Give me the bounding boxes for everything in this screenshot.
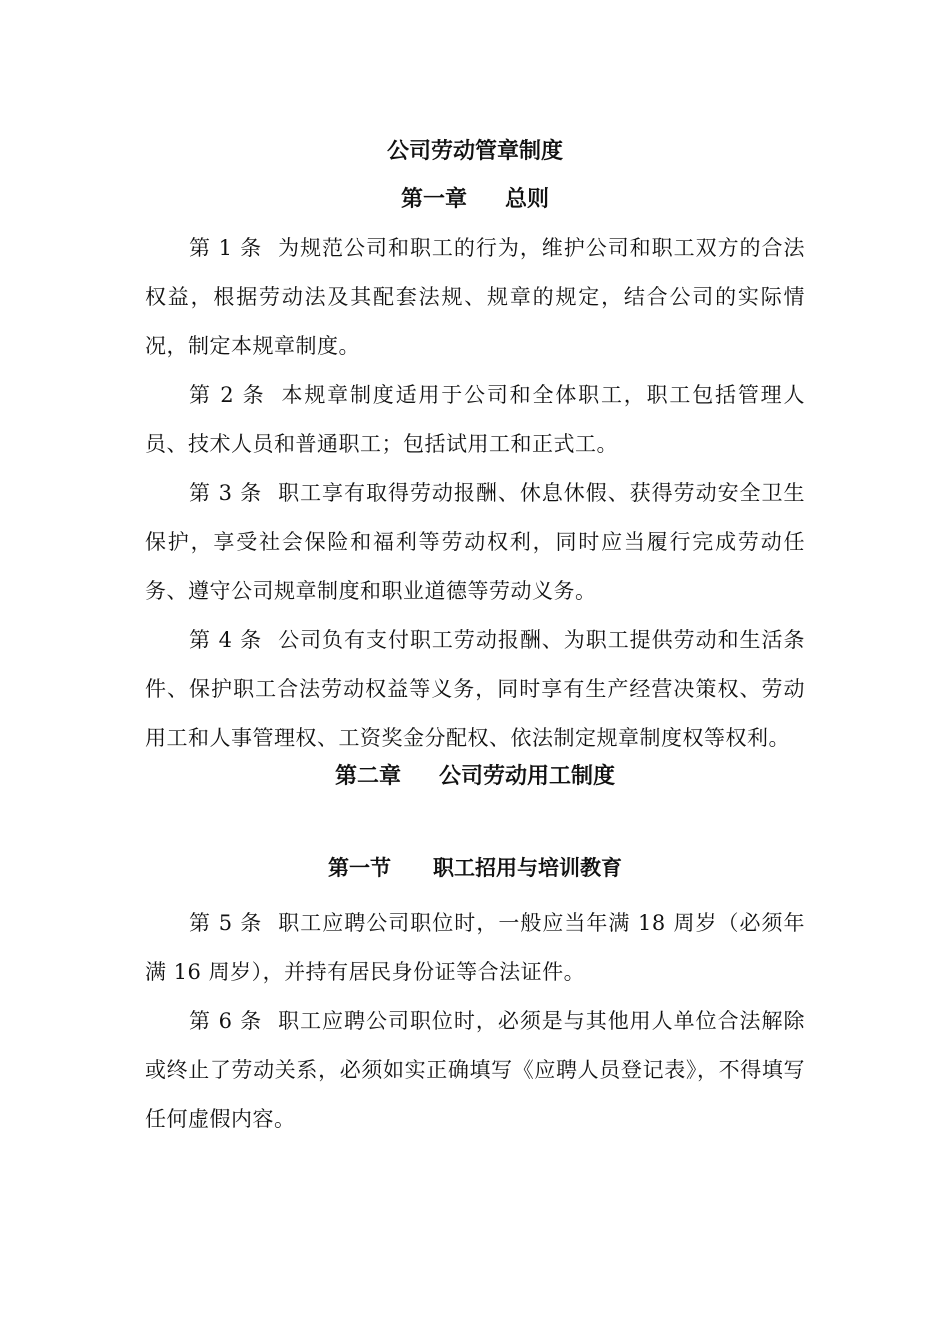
article-text: 职工享有取得劳动报酬、休息休假、获得劳动安全卫生保护，享受社会保险和福利等劳动权利，同时应当履行完成劳动任务、遵守公司规章制度和职业道德等劳动义务。 (145, 481, 805, 603)
section-heading-1 (145, 855, 805, 899)
chapter-number: 第一章 (400, 186, 467, 212)
article-3 (145, 469, 805, 616)
article-5 (145, 899, 805, 997)
article-number: 第 4 条 (189, 628, 263, 652)
article-number: 第 5 条 (189, 911, 263, 935)
chapter-name: 公司劳动用工制度 (439, 763, 616, 789)
article-number: 第 2 条 (189, 383, 266, 407)
article-text: 职工应聘公司职位时，一般应当年满 18 周岁（必须年满 16 周岁），并持有居民身份证等合法证件。 (145, 911, 805, 984)
article-text: 本规章制度适用于公司和全体职工，职工包括管理人员、技术人员和普通职工；包括试用工和正式工。 (145, 383, 806, 456)
document-page (145, 128, 805, 1144)
article-number: 第 3 条 (189, 481, 263, 505)
section-name: 职工招用与培训教育 (433, 855, 622, 880)
article-2 (145, 371, 805, 469)
chapter-heading-1 (145, 186, 805, 224)
chapter-number: 第二章 (334, 763, 401, 789)
article-1 (145, 224, 805, 371)
article-text: 职工应聘公司职位时，必须是与其他用人单位合法解除或终止了劳动关系，必须如实正确填写《应聘人员登记表》，不得填写任何虚假内容。 (145, 1009, 805, 1131)
article-4 (145, 616, 805, 763)
article-number: 第 6 条 (189, 1009, 263, 1033)
document-title: 公司劳动管章制度 (386, 138, 563, 164)
section-number: 第一节 (328, 855, 391, 880)
chapter-name: 总则 (505, 186, 550, 212)
article-6 (145, 997, 805, 1144)
chapter-heading-2 (145, 763, 805, 855)
article-text: 为规范公司和职工的行为，维护公司和职工双方的合法权益，根据劳动法及其配套法规、规章的规定，结合公司的实际情况，制定本规章制度。 (145, 236, 805, 358)
article-number: 第 1 条 (189, 236, 263, 260)
article-text: 公司负有支付职工劳动报酬、为职工提供劳动和生活条件、保护职工合法劳动权益等义务，同时享有生产经营决策权、劳动用工和人事管理权、工资奖金分配权、依法制定规章制度权等权利。 (145, 628, 805, 750)
